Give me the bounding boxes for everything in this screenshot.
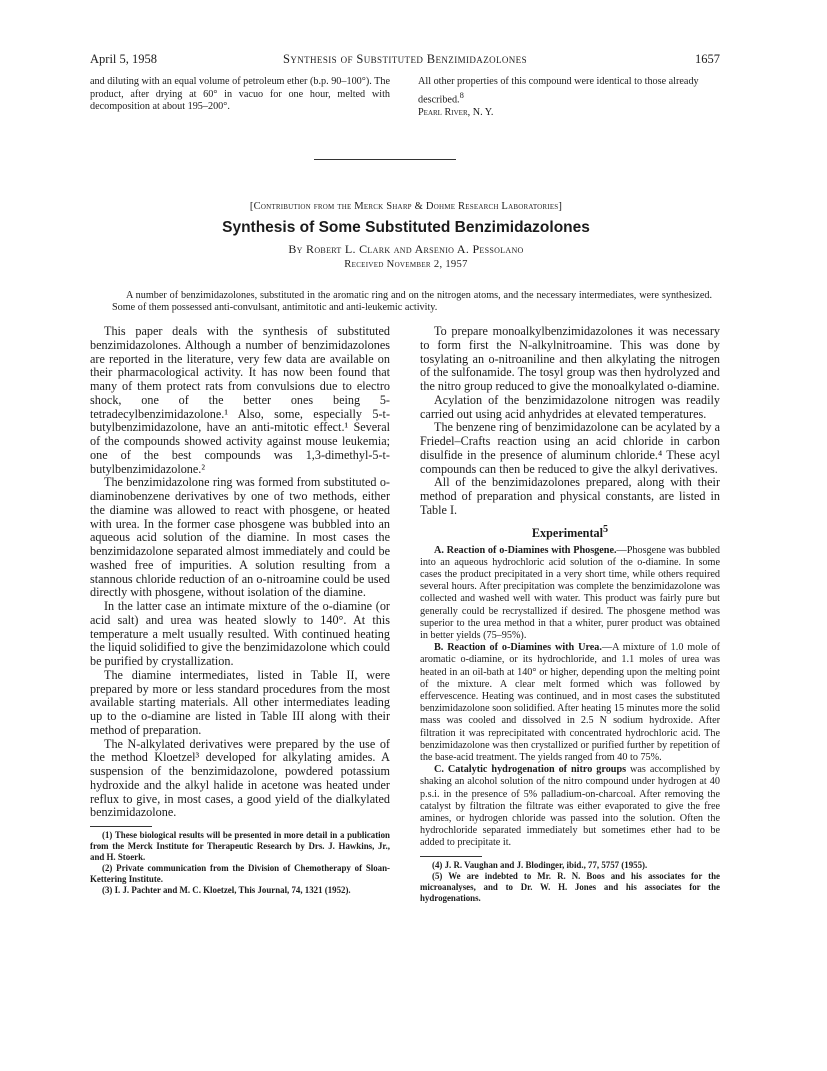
paragraph: To prepare monoalkylbenzimidazolones it was necessary to form first the N-alkylnitroamine. This was done by tosylating an o-nitroaniline and then alkylating the nitrogen of the sulfonamide. The tosyl group was then hydrolyzed and the nitro group reduced to give the monoalkylated o-diamine. xyxy=(420,324,720,393)
page-number: 1657 xyxy=(695,52,720,66)
experimental-section-b xyxy=(420,642,720,764)
issue-date: April 5, 1958 xyxy=(90,52,158,66)
location: Pearl River, N. Y. xyxy=(418,106,494,118)
running-title: Synthesis of Substituted Benzimidazolones xyxy=(282,52,527,66)
left-footnotes xyxy=(90,830,390,896)
section-lead: B. Reaction of o-Diamines with Urea. xyxy=(434,642,602,654)
section-text: —A mixture of 1.0 mole of aromatic o-diamine, or its hydrochloride, and 1.1 moles of urea was heated in an oil-bath at 140° or higher, depending upon the melting point of the mixture. A clear melt formed which was followed by effervescence. Heating was continued, and in most cases the substituted benzimidazolone soon solidified. After heating 15 minutes more the solid mass was cooled and dissolved in 2.5 N sodium hydroxide. After filtration it was reprecipitated with concentrated hydrochloric acid. The benzimidazolone was then crystallized or purified further by repetition of the base-acid treatment. The yields ranged from 40 to 75%. xyxy=(420,642,720,764)
byline: By Robert L. Clark and Arsenio A. Pessolano xyxy=(288,242,524,256)
paragraph: The N-alkylated derivatives were prepared by the use of the method Kloetzel³ developed for alkylating amides. A suspension of the benzimidazolone, powdered potassium hydroxide and the alkyl halide in acetone was heated under reflux to give, in most cases, a good yield of the dialkylated benzimidazolone. xyxy=(90,736,390,820)
experimental-body xyxy=(420,545,720,850)
section-lead: A. Reaction of o-Diamines with Phosgene. xyxy=(434,544,617,556)
abstract: A number of benzimidazolones, substituted in the aromatic ring and on the nitrogen atoms, and the necessary intermediates, were synthesized. Some of them possessed anti-convulsant, antimitotic and anti-leukemic activity. xyxy=(112,290,712,314)
experimental-heading-text: Experimental xyxy=(531,525,603,540)
paragraph: The diamine intermediates, listed in Table II, were prepared by more or less standard procedures from the most available starting materials. All other intermediates leading up to the o-diamine are listed in Table III along with their method of preparation. xyxy=(90,667,390,737)
left-body xyxy=(90,325,390,820)
footnote: (2) Private communication from the Division of Chemotherapy of Sloan-Kettering Institute. xyxy=(90,863,390,884)
contribution-line: [Contribution from the Merck Sharp & Dohme Research Laboratories] xyxy=(249,201,563,212)
footnote: (1) These biological results will be presented in more detail in a publication from the Merck Institute for Therapeutic Research by Drs. J. Hawkins, Jr., and H. Stoerk. xyxy=(90,830,390,862)
experimental-section-c xyxy=(420,764,720,849)
footnote: (4) J. R. Vaughan and J. Blodinger, ibid., 77, 5757 (1955). xyxy=(432,859,648,870)
right-column xyxy=(420,325,720,904)
carryover-right-ref: 8 xyxy=(459,89,464,100)
carryover-left-text: and diluting with an equal volume of petroleum ether (b.p. 90–100°). The product, after drying at 60° in vacuo for one hour, melted with decomposition at about 195–200°. xyxy=(90,76,390,113)
running-head xyxy=(90,52,720,70)
section-text: was accomplished by shaking an alcohol solution of the nitro compound under hydrogen at 40 p.s.i. in the presence of 5% palladium-on-charcoal. After removing the catalyst by filtration the filtrate was either evaporated to give the free amines, or hydrogen chloride was passed into the solution. Often the hydrochloride separated immediately but sometimes ether had to be added to precipitate it. xyxy=(420,764,720,849)
received-date: Received November 2, 1957 xyxy=(344,259,468,270)
right-footnotes xyxy=(420,860,720,904)
experimental-heading-ref: 5 xyxy=(603,523,609,535)
section-text: —Phosgene was bubbled into an aqueous hydrochloric acid solution of the o-diamine. In some cases the product precipitated in a very short time, while others required several hours. After precipitation was complete the benzimidazolone was collected and washed well with water. This product was fairly pure but generally could be recrystallized if desired. The phosgene method was superior to the urea method in that a whiter, purer product was obtained in better yields (75–95%). xyxy=(420,544,720,641)
carryover-right xyxy=(418,76,723,119)
footnote: (3) I. J. Pachter and M. C. Kloetzel, This Journal, 74, 1321 (1952). xyxy=(102,885,351,895)
right-body xyxy=(420,325,720,518)
footnote-rule xyxy=(420,856,482,857)
paragraph: In the latter case an intimate mixture of the o-diamine (or acid salt) and urea was heated slowly to 140°. At this temperature a melt usually resulted. With continued heating the liquid solidified to give the benzimidazolone which could be purified by crystallization. xyxy=(90,599,390,668)
paragraph: The benzimidazolone ring was formed from substituted o-diaminobenzene derivatives by one of two methods, either the diamine was allowed to react with phosgene, or heated with urea. In the former case phosgene was bubbled into an aqueous acid solution of the diamine. In most cases the benzimidazolone separated almost immediately and could be washed free of impurities. A solution resulting from a stannous chloride reduction of an o-nitroamine could be used directly with phosgene, without isolation of the diamine. xyxy=(90,475,390,600)
left-column xyxy=(90,325,390,896)
paragraph: All of the benzimidazolones prepared, along with their method of preparation and physical constants, are listed in Table I. xyxy=(420,475,720,517)
paragraph: Acylation of the benzimidazolone nitrogen was readily carried out using acid anhydrides at elevated temperatures. xyxy=(420,392,720,421)
article-title: Synthesis of Some Substituted Benzimidazolones xyxy=(222,219,590,236)
footnote: (5) We are indebted to Mr. R. N. Boos and his associates for the microanalyses, and to Dr. W. H. Jones and his associates for the hydrogenations. xyxy=(420,870,720,903)
footnote-rule xyxy=(90,826,152,827)
experimental-heading xyxy=(420,524,720,541)
carryover-right-text: All other properties of this compound were identical to those already described. xyxy=(418,76,699,105)
article-divider xyxy=(314,159,456,160)
experimental-section-a xyxy=(420,545,720,643)
section-lead: C. Catalytic hydrogenation of nitro groups xyxy=(434,764,627,776)
paragraph: This paper deals with the synthesis of substituted benzimidazolones. Although a number of benzimidazolones are reported in the literature, very few data are available on their pharmacological activity. It has now been found that many of them protect rats from convulsions due to electro shock, one of the better ones being 5-tetradecylbenzimidazolone.¹ Also, some, especially 5-t-butylbenzimidazolone, have an anti-mitotic effect.¹ Several of the compounds showed activity against mouse leukemia; one of the best compounds was 1,3-dimethyl-5-t-butylbenzimidazolone.² xyxy=(90,324,390,476)
paragraph: The benzene ring of benzimidazolone can be acylated by a Friedel–Crafts reaction using an acid chloride in carbon disulfide in the presence of aluminum chloride.⁴ These acyl compounds can then be reduced to give the alkyl derivatives. xyxy=(420,420,720,476)
